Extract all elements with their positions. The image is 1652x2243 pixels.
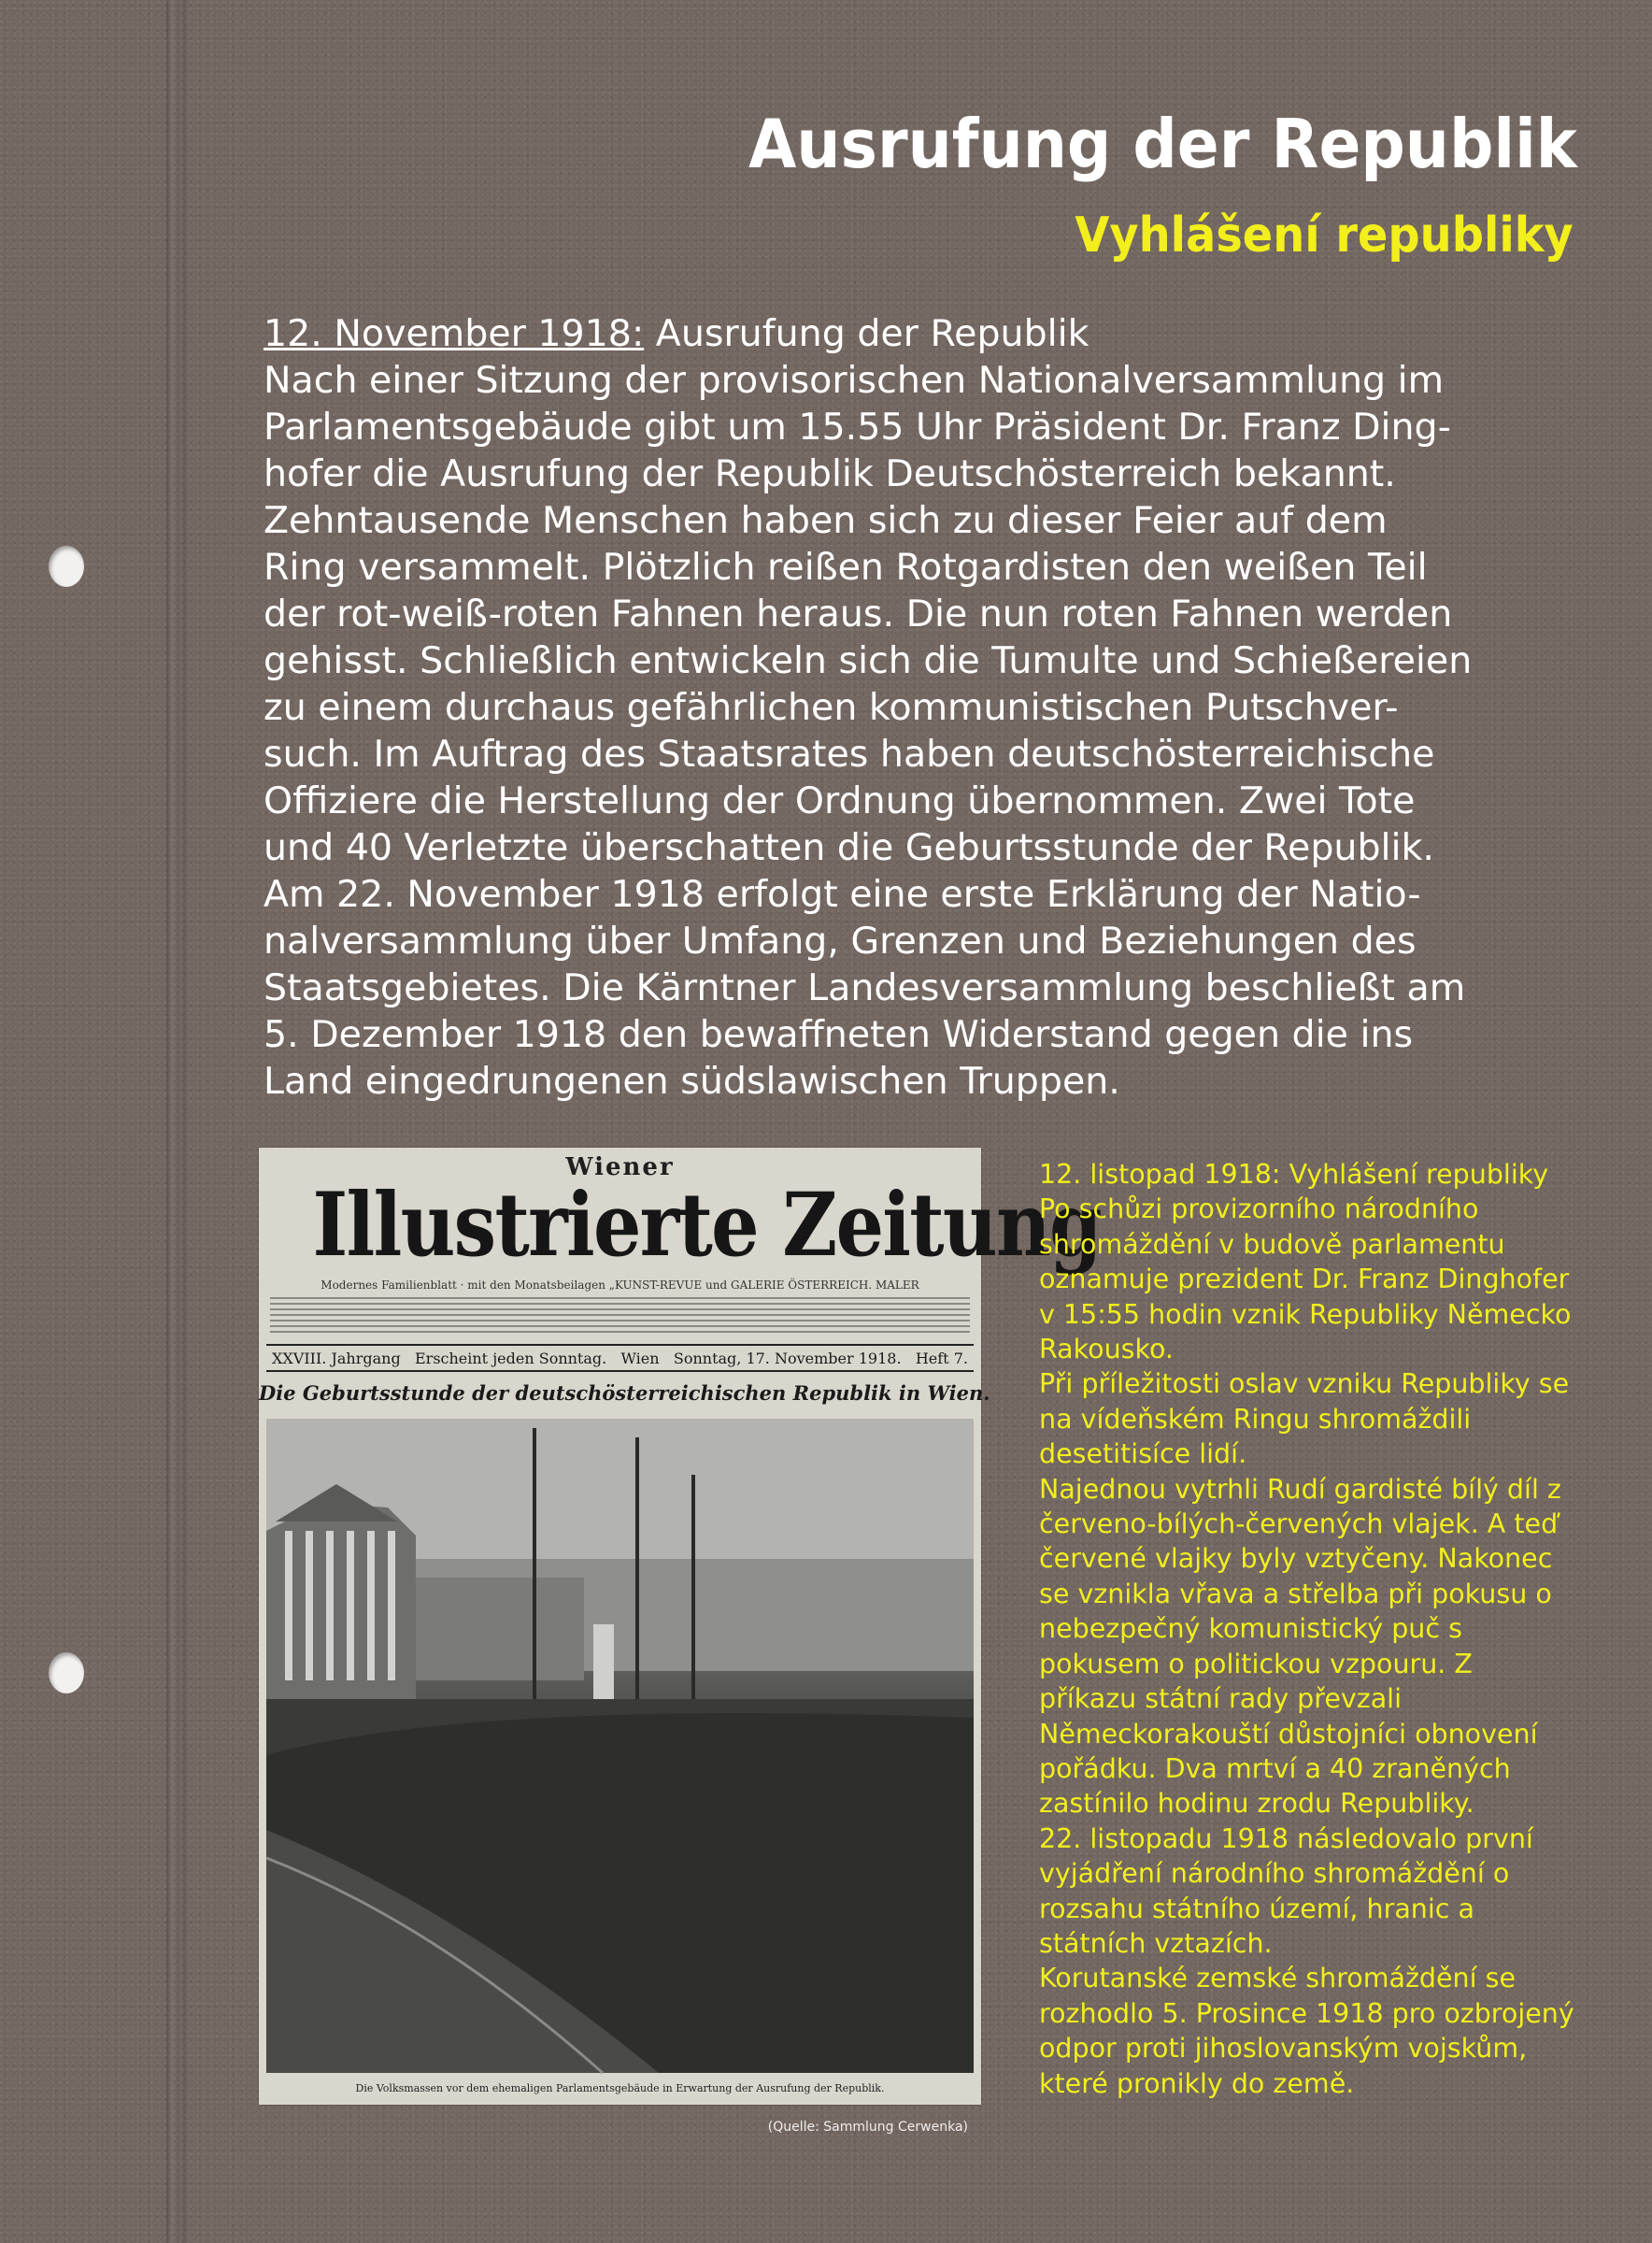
czech-line: pokusem o politickou vzpouru. Z [1039,1648,1473,1679]
czech-line: Rakousko. [1039,1334,1174,1365]
german-line: Staatsgebietes. Die Kärntner Landesversammlung beschließt am [263,966,1466,1009]
newspaper-volume: XXVIII. Jahrgang [272,1349,401,1367]
czech-line: 12. listopad 1918: Vyhlášení republiky [1039,1159,1549,1190]
czech-line: Při příležitosti oslav vzniku Republiky se [1039,1368,1570,1400]
czech-line: na vídeňském Ringu shromáždili [1039,1403,1472,1435]
czech-line: nebezpečný komunistický puč s [1039,1613,1462,1645]
german-line: hofer die Ausrufung der Republik Deutschösterreich bekannt. [263,452,1396,495]
title-german: Ausrufung der Republik [748,105,1577,183]
newspaper-image [259,1148,1101,2105]
czech-line: odpor proti jihoslovanským vojskům, [1039,2033,1528,2064]
german-line: Offiziere die Herstellung der Ordnung übernommen. Zwei Tote [263,779,1416,822]
german-line: Nach einer Sitzung der provisorischen Nationalversammlung im [263,359,1445,402]
newspaper-issue: Heft 7. [915,1349,968,1367]
title-czech: Vyhlášení republiky [1075,207,1574,264]
german-line: Am 22. November 1918 erfolgt eine erste Erklärung der Natio- [263,873,1421,916]
punch-hole-upper [49,546,84,587]
parliament-crowd-photo [266,1419,974,2073]
newspaper-masthead: Illustrierte Zeitung [312,1174,1101,1277]
newspaper-infobar [266,1344,974,1372]
czech-line: rozsahu státního území, hranic a [1039,1893,1474,1924]
newspaper-smallprint [270,1297,970,1335]
czech-line: v 15:55 hodin vznik Republiky Německo [1039,1298,1572,1330]
newspaper-frequency: Erscheint jeden Sonntag. [414,1349,607,1367]
czech-line: zastínilo hodinu zrodu Republiky. [1039,1788,1474,1820]
german-body-text: 12. November 1918: Ausrufung der Republik Nach einer Sitzung der provisorischen Nationalversammlung im Parlamentsgebäude gibt um 15.55 Uhr Präsident Dr. Franz Ding- hofer die Ausrufung der Republik Deutschösterreich bekannt. Zehntausende Menschen haben sich zu dieser Feier auf dem Ring versammelt. Plötzlich reißen Rotgardisten den weißen Teil der rot-weiß-roten Fahnen heraus. Die nun roten Fahnen werden gehisst. Schließlich entwickeln sich die Tumulte und Schießereien zu einem durchaus gefährlichen kommunistischen Putschver- such. Im Auftrag des Staatsrates haben deutschösterreichische Offiziere die Herstellung der Ordnung übernommen. Zwei Tote und 40 Verletzte überschatten die Geburtsstunde der Republik. Am 22. November 1918 erfolgt eine erste Erklärung der Natio- nalversammlung über Umfang, Grenzen und Beziehungen des Staatsgebietes. Die Kärntner Landesversammlung beschließt am 5. Dezember 1918 den bewaffneten Widerstand gegen die ins Land eingedrungenen südslawischen Truppen. [263,310,1609,1105]
czech-line: pořádku. Dva mrtví a 40 zraněných [1039,1752,1511,1784]
czech-line: červené vlajky byly vztyčeny. Nakonec [1039,1543,1553,1575]
image-source: (Quelle: Sammlung Cerwenka) [767,2120,968,2135]
czech-line: shromáždění v budově parlamentu [1039,1228,1505,1260]
german-line: Land eingedrungenen südslawischen Truppen. [263,1060,1120,1103]
czech-line: desetitisíce lidí. [1039,1438,1247,1470]
german-line: der rot-weiß-roten Fahnen heraus. Die nun roten Fahnen werden [263,593,1453,636]
czech-line: Korutanské zemské shromáždění se [1039,1963,1516,1994]
german-line: gehisst. Schließlich entwickeln sich die Tumulte und Schießereien [263,639,1473,682]
newspaper-caption: Die Volksmassen vor dem ehemaligen Parlamentsgebäude in Erwartung der Ausrufung der Republik. [355,2082,885,2094]
german-line: und 40 Verletzte überschatten die Geburtsstunde der Republik. [263,826,1434,869]
german-line: Parlamentsgebäude gibt um 15.55 Uhr Präsident Dr. Franz Ding- [263,406,1451,449]
newspaper-subtitle: Modernes Familienblatt · mit den Monatsbeilagen „KUNST-REVUE und GALERIE ÖSTERREICH. MALER [320,1279,919,1292]
czech-line: se vznikla vřava a střelba při pokusu o [1039,1578,1552,1609]
czech-line: Po schůzi provizorního národního [1039,1193,1479,1225]
german-line: such. Im Auftrag des Staatsrates haben deutschösterreichische [263,733,1435,776]
binder-spine-line [183,0,186,2243]
czech-line: vyjádření národního shromáždění o [1039,1858,1510,1890]
czech-line: Německorakouští důstojníci obnovení [1039,1718,1538,1750]
parliament-crowd-illustration [266,1419,974,2073]
german-line: zu einem durchaus gefährlichen kommunistischen Putschver- [263,686,1399,729]
czech-body-text [1039,1157,1600,2101]
newspaper-headline: Die Geburtsstunde der deutschösterreichischen Republik in Wien. [259,1381,990,1405]
german-line: nalversammlung über Umfang, Grenzen und Beziehungen des [263,920,1417,963]
german-line: Zehntausende Menschen haben sich zu dieser Feier auf dem [263,499,1388,542]
binder-spine [166,0,179,2243]
czech-line: červeno-bílých-červených vlajek. A teď [1039,1508,1559,1540]
czech-line: oznamuje prezident Dr. Franz Dinghofer [1039,1264,1570,1295]
german-date: 12. November 1918: [263,312,645,355]
czech-line: Najednou vytrhli Rudí gardisté bílý díl z [1039,1473,1561,1505]
czech-line: státních vztazích. [1039,1927,1273,1959]
czech-line: příkazu státní rady převzali [1039,1683,1403,1715]
newspaper-top-label: Wiener [565,1153,675,1181]
czech-line: které pronikly do země. [1039,2067,1355,2099]
czech-line: 22. listopadu 1918 následovalo první [1039,1822,1533,1854]
newspaper-date: Sonntag, 17. November 1918. [673,1349,902,1367]
german-line: 5. Dezember 1918 den bewaffneten Widerstand gegen die ins [263,1013,1414,1056]
german-line: Ring versammelt. Plötzlich reißen Rotgardisten den weißen Teil [263,546,1428,589]
punch-hole-lower [49,1652,84,1693]
czech-line: rozhodlo 5. Prosince 1918 pro ozbrojený [1039,1997,1574,2029]
newspaper-city: Wien [620,1349,660,1367]
